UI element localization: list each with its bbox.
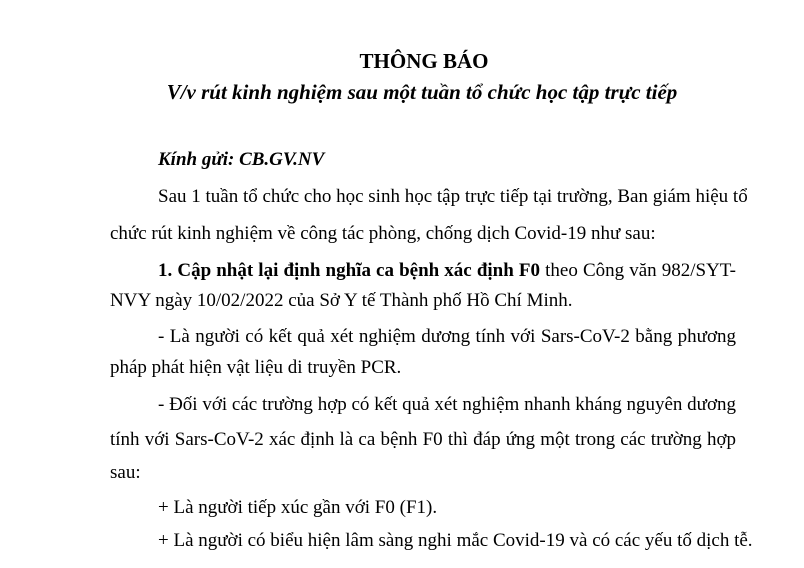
plus-item-1: + Là người tiếp xúc gần với F0 (F1).: [158, 497, 438, 518]
intro-line-1: Sau 1 tuần tổ chức cho học sinh học tập trực tiếp tại trường, Ban giám hiệu tổ: [158, 186, 748, 207]
intro-line-2: chức rút kinh nghiệm về công tác phòng, chống dịch Covid-19 như sau:: [110, 223, 656, 244]
dash-2-line-1: - Đối với các trường hợp có kết quả xét nghiệm nhanh kháng nguyên dương: [158, 394, 736, 415]
item-1-reference: theo Công văn 982/SYT-: [540, 260, 736, 281]
salutation: Kính gửi: CB.GV.NV: [158, 149, 325, 170]
dash-2-line-2: tính với Sars-CoV-2 xác định là ca bệnh F0 thì đáp ứng một trong các trường hợp: [110, 429, 736, 450]
item-1-line-1: [158, 259, 736, 283]
document-subtitle: V/v rút kinh nghiệm sau một tuần tổ chức học tập trực tiếp: [166, 80, 678, 104]
plus-item-2: + Là người có biểu hiện lâm sàng nghi mắc Covid-19 và có các yếu tố dịch tễ.: [158, 530, 753, 551]
document-title: THÔNG BÁO: [359, 49, 489, 73]
dash-1-line-2: pháp phát hiện vật liệu di truyền PCR.: [110, 357, 402, 378]
item-1-line-2: NVY ngày 10/02/2022 của Sở Y tế Thành phố Hồ Chí Minh.: [110, 290, 573, 311]
next-line-cutoff: [110, 560, 736, 568]
item-1-heading: 1. Cập nhật lại định nghĩa ca bệnh xác định F0: [158, 260, 541, 281]
dash-2-line-3: sau:: [110, 462, 141, 483]
dash-1-line-1: - Là người có kết quả xét nghiệm dương tính với Sars-CoV-2 bằng phương: [158, 326, 736, 347]
